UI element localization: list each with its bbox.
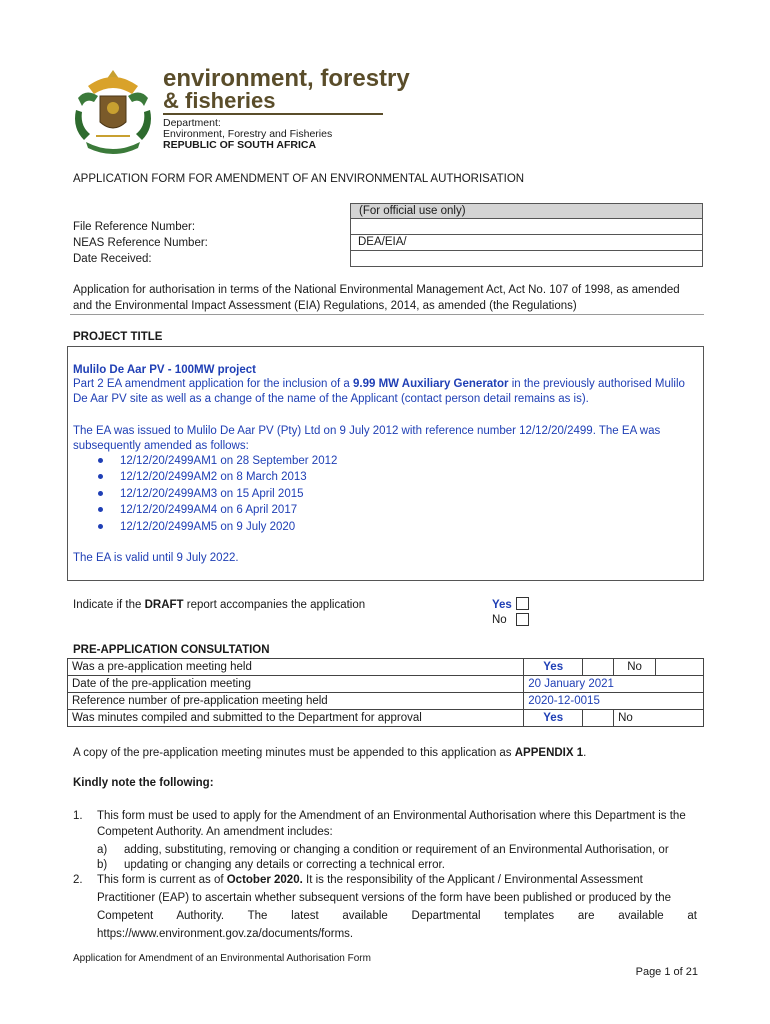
- notes-heading: Kindly note the following:: [73, 777, 214, 789]
- minutes-submitted-no[interactable]: No: [614, 710, 704, 727]
- file-reference-label: File Reference Number:: [73, 221, 196, 233]
- row-label: Was a pre-application meeting held: [68, 659, 524, 676]
- neas-reference-label: NEAS Reference Number:: [73, 237, 208, 249]
- intro-line-2: and the Environmental Impact Assessment (EIA) Regulations, 2014, as amended (the Regulations): [73, 300, 577, 312]
- note-1a-text: adding, substituting, removing or changing a condition or requirement of an Environmental Authorisation, or: [124, 844, 669, 856]
- project-description-line-2: De Aar PV site as well as a change of the name of the Applicant (contact person detail remains as is).: [73, 393, 589, 405]
- meeting-held-no-box[interactable]: [656, 659, 704, 676]
- date-received-label: Date Received:: [73, 253, 152, 265]
- bullet-icon: [98, 507, 103, 512]
- bullet-icon: [98, 474, 103, 479]
- coat-of-arms-icon: [68, 66, 158, 160]
- note-1b-text: updating or changing any details or correcting a technical error.: [124, 859, 445, 871]
- department-name: Environment, Forestry and Fisheries: [163, 128, 333, 140]
- note-2-line-1: This form is current as of October 2020. It is the responsibility of the Applicant / Environmental Assessment: [97, 874, 643, 886]
- note-1a-letter: a): [97, 844, 108, 856]
- meeting-date-value[interactable]: 20 January 2021: [524, 676, 704, 693]
- official-use-header: (For official use only): [350, 203, 703, 219]
- brand-divider: [163, 113, 383, 115]
- project-title-heading: PROJECT TITLE: [73, 331, 163, 343]
- draft-no-checkbox[interactable]: [516, 613, 529, 626]
- note-1b-letter: b): [97, 859, 108, 871]
- footer-document-title: Application for Amendment of an Environmental Authorisation Form: [73, 953, 371, 964]
- file-reference-field[interactable]: [350, 218, 703, 235]
- note-1-line-2: Competent Authority. An amendment includes:: [97, 826, 333, 838]
- minutes-submitted-yes[interactable]: Yes: [524, 710, 583, 727]
- meeting-held-yes-box[interactable]: [583, 659, 614, 676]
- brand-title-line2: & fisheries: [163, 88, 276, 113]
- draft-report-question: Indicate if the DRAFT report accompanies the application: [73, 599, 366, 611]
- department-label: Department:: [163, 117, 221, 129]
- amendment-item: 12/12/20/2499AM2 on 8 March 2013: [120, 471, 307, 483]
- note-2-line-3: Competent Authority. The latest available Departmental templates are available at: [97, 910, 697, 922]
- brand-title-line1: environment, forestry: [163, 65, 410, 92]
- draft-no-label: No: [492, 614, 507, 626]
- appendix-note: A copy of the pre-application meeting minutes must be appended to this application as APPENDIX 1.: [73, 747, 587, 759]
- ea-issued-line-1: The EA was issued to Mulilo De Aar PV (Pty) Ltd on 9 July 2012 with reference number 12/12/20/2499. The EA was: [73, 425, 661, 437]
- amendment-item: 12/12/20/2499AM4 on 6 April 2017: [120, 504, 298, 516]
- republic-name: REPUBLIC OF SOUTH AFRICA: [163, 139, 317, 151]
- amendment-item: 12/12/20/2499AM3 on 15 April 2015: [120, 488, 304, 500]
- row-label: Was minutes compiled and submitted to the Department for approval: [68, 710, 524, 727]
- neas-reference-field[interactable]: DEA/EIA/: [350, 234, 703, 251]
- table-row: [68, 710, 704, 727]
- row-label: Reference number of pre-application meeting held: [68, 693, 524, 710]
- ea-issued-line-2: subsequently amended as follows:: [73, 440, 249, 452]
- table-row: [68, 676, 704, 693]
- amendment-item: 12/12/20/2499AM1 on 28 September 2012: [120, 455, 338, 467]
- row-label: Date of the pre-application meeting: [68, 676, 524, 693]
- pre-application-table: [67, 658, 704, 727]
- ea-valid-until: The EA is valid until 9 July 2022.: [73, 552, 239, 564]
- form-title: APPLICATION FORM FOR AMENDMENT OF AN ENVIRONMENTAL AUTHORISATION: [73, 173, 525, 185]
- project-title: Mulilo De Aar PV - 100MW project: [73, 364, 256, 376]
- bullet-icon: [98, 491, 103, 496]
- draft-yes-label: Yes: [492, 599, 512, 611]
- table-row: [68, 693, 704, 710]
- project-description-line-1: Part 2 EA amendment application for the inclusion of a 9.99 MW Auxiliary Generator in the previously authorised Mulilo: [73, 378, 685, 390]
- intro-line-1: Application for authorisation in terms of the National Environmental Management Act, Act No. 107 of 1998, as amended: [73, 284, 680, 296]
- bullet-icon: [98, 458, 103, 463]
- minutes-submitted-yes-box[interactable]: [583, 710, 614, 727]
- note-1-number: 1.: [73, 810, 83, 822]
- meeting-held-yes[interactable]: Yes: [524, 659, 583, 676]
- note-1-line-1: This form must be used to apply for the Amendment of an Environmental Authorisation where this Department is the: [97, 810, 686, 822]
- date-received-field[interactable]: [350, 250, 703, 267]
- meeting-held-no[interactable]: No: [614, 659, 656, 676]
- pre-application-heading: PRE-APPLICATION CONSULTATION: [73, 644, 270, 656]
- forms-url-link[interactable]: https://www.environment.gov.za/documents/forms.: [97, 928, 354, 940]
- bullet-icon: [98, 524, 103, 529]
- table-row: [68, 659, 704, 676]
- page-number: Page 1 of 21: [635, 966, 698, 978]
- section-divider: [70, 314, 704, 315]
- note-2-number: 2.: [73, 874, 83, 886]
- meeting-reference-value[interactable]: 2020-12-0015: [524, 693, 704, 710]
- amendment-item: 12/12/20/2499AM5 on 9 July 2020: [120, 521, 296, 533]
- note-2-line-2: Practitioner (EAP) to ascertain whether subsequent versions of the form have been published or produced by the: [97, 892, 672, 904]
- draft-yes-checkbox[interactable]: [516, 597, 529, 610]
